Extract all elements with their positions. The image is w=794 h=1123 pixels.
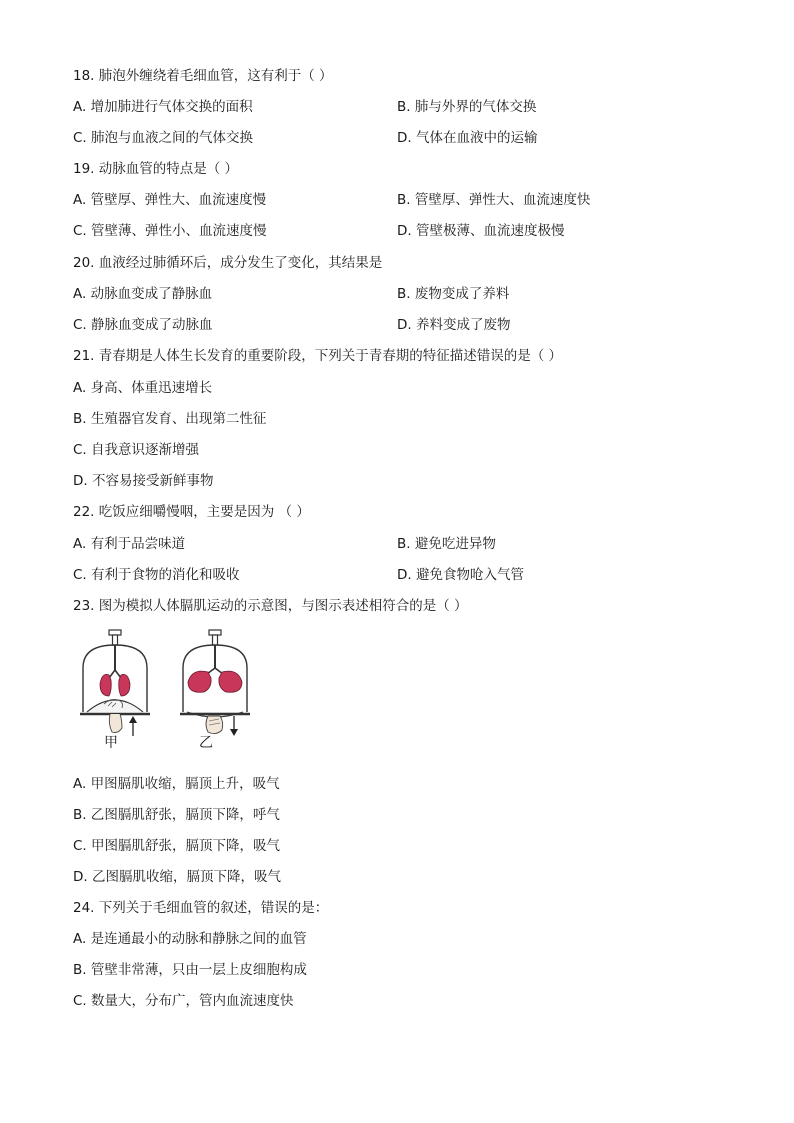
q21-option-b[interactable]: B. 生殖器官发育、出现第二性征 — [73, 411, 267, 427]
jar-yi — [180, 630, 250, 736]
hand-pushing-up — [109, 714, 122, 733]
q19-option-c[interactable]: C. 管壁薄、弹性小、血流速度慢 — [73, 223, 267, 239]
q21-option-a[interactable]: A. 身高、体重迅速增长 — [73, 380, 213, 396]
question-18-stem: 18. 肺泡外缠绕着毛细血管，这有利于（ ） — [73, 68, 333, 84]
q24-option-c[interactable]: C. 数量大，分布广，管内血流速度快 — [73, 993, 294, 1009]
question-23-stem: 23. 图为模拟人体膈肌运动的示意图，与图示表述相符合的是（ ） — [73, 598, 468, 614]
q20-option-c[interactable]: C. 静脉血变成了动脉血 — [73, 317, 213, 333]
q18-option-d[interactable]: D. 气体在血液中的运输 — [397, 130, 538, 146]
q22-option-d[interactable]: D. 避免食物呛入气管 — [397, 567, 524, 583]
q19-option-a[interactable]: A. 管壁厚、弹性大、血流速度慢 — [73, 192, 267, 208]
q21-option-c[interactable]: C. 自我意识逐渐增强 — [73, 442, 200, 458]
left-lung-expanded — [188, 671, 211, 692]
question-19-stem: 19. 动脉血管的特点是（ ） — [73, 161, 239, 177]
q19-option-b[interactable]: B. 管壁厚、弹性大、血流速度快 — [397, 192, 591, 208]
hand-pulling-down — [206, 716, 223, 734]
right-lung-expanded — [219, 671, 242, 692]
q20-option-d[interactable]: D. 养料变成了废物 — [397, 317, 511, 333]
q23-option-b[interactable]: B. 乙图膈肌舒张，膈顶下降，呼气 — [73, 807, 280, 823]
q24-option-b[interactable]: B. 管壁非常薄，只由一层上皮细胞构成 — [73, 962, 307, 978]
question-22-stem: 22. 吃饭应细嚼慢咽，主要是因为 （ ） — [73, 504, 310, 520]
q20-option-b[interactable]: B. 废物变成了养料 — [397, 286, 510, 302]
right-lung — [119, 674, 130, 696]
q22-option-c[interactable]: C. 有利于食物的消化和吸收 — [73, 567, 240, 583]
q21-option-d[interactable]: D. 不容易接受新鲜事物 — [73, 473, 214, 489]
jar-jia — [80, 630, 150, 736]
q24-option-a[interactable]: A. 是连通最小的动脉和静脉之间的血管 — [73, 931, 307, 947]
diaphragm-model-figure — [78, 628, 258, 754]
q22-option-b[interactable]: B. 避免吃进异物 — [397, 536, 496, 552]
question-21-stem: 21. 青春期是人体生长发育的重要阶段，下列关于青春期的特征描述错误的是（ ） — [73, 348, 563, 364]
question-20-stem: 20. 血液经过肺循环后，成分发生了变化，其结果是 — [73, 255, 383, 271]
figure-label-jia: 甲 — [104, 735, 118, 751]
q18-option-b[interactable]: B. 肺与外界的气体交换 — [397, 99, 537, 115]
q22-option-a[interactable]: A. 有利于品尝味道 — [73, 536, 186, 552]
question-24-stem: 24. 下列关于毛细血管的叙述，错误的是： — [73, 900, 329, 916]
q18-option-c[interactable]: C. 肺泡与血液之间的气体交换 — [73, 130, 254, 146]
q23-option-c[interactable]: C. 甲图膈肌舒张，膈顶下降，吸气 — [73, 838, 281, 854]
diaphragm-membrane — [87, 700, 143, 712]
q18-option-a[interactable]: A. 增加肺进行气体交换的面积 — [73, 99, 253, 115]
left-lung — [100, 674, 111, 696]
q20-option-a[interactable]: A. 动脉血变成了静脉血 — [73, 286, 213, 302]
q23-option-d[interactable]: D. 乙图膈肌收缩，膈顶下降，吸气 — [73, 869, 281, 885]
q19-option-d[interactable]: D. 管壁极薄、血流速度极慢 — [397, 223, 565, 239]
figure-label-yi: 乙 — [199, 735, 213, 751]
q23-option-a[interactable]: A. 甲图膈肌收缩，膈顶上升，吸气 — [73, 776, 280, 792]
